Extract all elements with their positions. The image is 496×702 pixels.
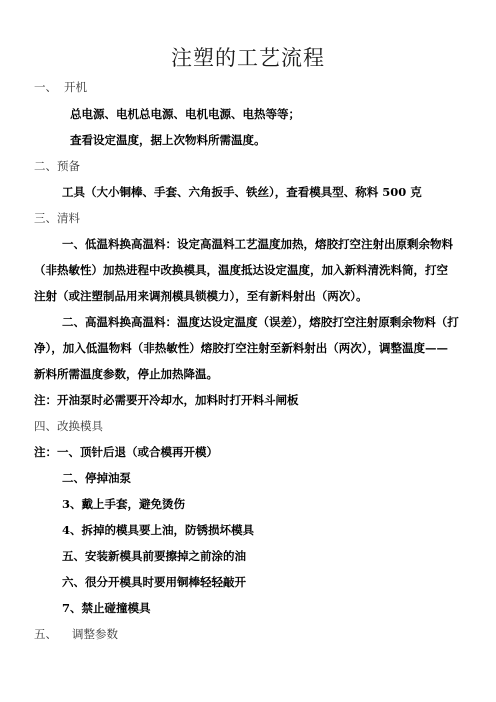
paragraph-line: 净），加入低温物料（非热敏性）熔胶打空注射至新料射出（两次），调整温度—— — [34, 341, 448, 355]
section-heading-1 — [34, 80, 87, 94]
section-title: 调整参数 — [72, 627, 118, 641]
section-number: 五、 — [34, 627, 57, 641]
list-item: 注：一、顶针后退（或合模再开模） — [34, 445, 218, 459]
list-item: 7、禁止碰撞模具 — [62, 601, 151, 615]
paragraph-line: 总电源、电机总电源、电机电源、电热等等； — [70, 107, 300, 121]
list-item: 二、停掉油泵 — [62, 471, 131, 485]
paragraph-line: 工具（大小铜棒、手套、六角扳手、铁丝），查看模具型、称料 500 克 — [62, 185, 422, 199]
section-title: 开机 — [64, 80, 87, 94]
list-item: 4、拆掉的模具要上油，防锈损坏模具 — [62, 523, 254, 537]
paragraph-line: 注射（或注塑制品用来调剂模具锁模力），至有新料射出（两次）。 — [34, 289, 368, 303]
list-item: 六、很分开模具时要用铜棒轻轻敲开 — [62, 575, 246, 589]
section-heading-4: 四、改换模具 — [34, 419, 103, 433]
paragraph-line: （非热敏性）加热进程中改换模具，温度抵达设定温度，加入新料清洗料筒，打空 — [34, 263, 448, 277]
document-title: 注塑的工艺流程 — [171, 46, 325, 70]
section-number: 一、 — [34, 80, 57, 94]
paragraph-line: 一、低温料换高温料：设定高温料工艺温度加热，熔胶打空注射出原剩余物料 — [62, 237, 453, 251]
section-heading-2: 二、预备 — [34, 159, 80, 173]
paragraph-line: 查看设定温度，据上次物料所需温度。 — [70, 133, 266, 147]
paragraph-line: 二、高温料换高温料：温度达设定温度（误差），熔胶打空注射原剩余物料（打 — [62, 315, 459, 329]
note-line: 注：开油泵时必需要开冷却水，加料时打开料斗闸板 — [34, 393, 299, 407]
list-item: 3、戴上手套，避免烫伤 — [62, 497, 186, 511]
section-heading-5 — [34, 627, 118, 641]
paragraph-line: 新料所需温度参数，停止加热降温。 — [34, 367, 218, 381]
section-heading-3: 三、清料 — [34, 211, 80, 225]
list-item: 五、安装新模具前要擦掉之前涂的油 — [62, 549, 246, 563]
